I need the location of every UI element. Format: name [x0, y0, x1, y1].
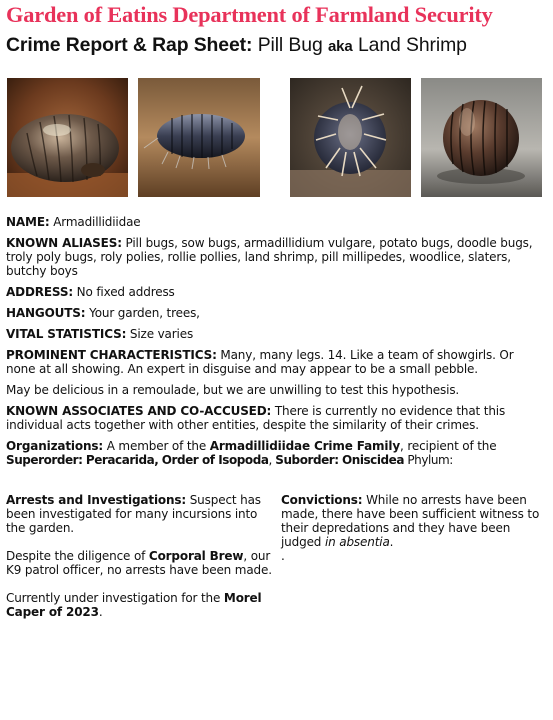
convictions-latin: in absentia: [324, 535, 390, 549]
pill-bug-crawling-photo: [138, 78, 260, 197]
organizations-field: [6, 439, 546, 453]
aliases-label: KNOWN ALIASES:: [6, 236, 122, 250]
rap-sheet-body: [6, 215, 546, 474]
department-title: Garden of Eatins Department of Farmland Security: [6, 2, 493, 27]
order-label: Order of Isopoda: [161, 453, 269, 467]
associates-field: [6, 404, 546, 432]
suborder-value: Oniscidea: [341, 453, 404, 467]
aliases-value: Pill bugs, sow bugs, armadillidium vulgare, potato bugs, doodle bugs, troly poly bugs, roly polies, rollie pollies, land shrimp, pill millipedes, woodlice, slaters, butchy boys: [6, 236, 533, 278]
convictions-column: [281, 493, 549, 563]
organizations-family: Armadillidiidae Crime Family: [209, 439, 401, 453]
diligence-text-2: , our K9 patrol officer, no arrests have been made.: [6, 549, 272, 577]
diligence-paragraph: [6, 549, 274, 577]
characteristics-field: [6, 348, 546, 376]
phylum-text: Phylum:: [407, 453, 453, 467]
address-value: No fixed address: [76, 285, 175, 299]
hangouts-value: Your garden, trees,: [89, 306, 200, 320]
taxonomy-comma: ,: [268, 453, 272, 467]
arrests-column: [6, 493, 274, 619]
remoulade-note: May be delicious in a remoulade, but we are unwilling to test this hypothesis.: [6, 383, 460, 397]
pill-bug-rolled-ball-photo: [421, 78, 542, 197]
organizations-label: Organizations:: [6, 439, 104, 453]
vitals-label: VITAL STATISTICS:: [6, 327, 127, 341]
address-label: ADDRESS:: [6, 285, 73, 299]
photo-strip: [7, 78, 542, 197]
name-field: [6, 215, 546, 229]
arrests-paragraph: [6, 493, 274, 535]
report-title-subject-a: Pill Bug: [257, 34, 323, 56]
report-title-subject-b: Land Shrimp: [357, 34, 467, 56]
vitals-value: Size varies: [129, 327, 194, 341]
hangouts-label: HANGOUTS:: [6, 306, 86, 320]
aliases-field: [6, 236, 546, 278]
arrests-label: Arrests and Investigations:: [6, 493, 187, 507]
report-title-bold: Crime Report & Rap Sheet:: [6, 34, 253, 56]
convictions-period: .: [389, 535, 394, 549]
hangouts-field: [6, 306, 546, 320]
convictions-label: Convictions:: [281, 493, 363, 507]
report-title-aka: aka: [327, 38, 353, 55]
superorder-value: Peracarida,: [85, 453, 159, 467]
pill-bug-closeup-photo: [7, 78, 128, 197]
name-label: NAME:: [6, 215, 50, 229]
investigation-case: Morel Caper of 2023: [6, 591, 262, 619]
address-field: [6, 285, 546, 299]
organizations-text-2: , recipient of the: [400, 439, 497, 453]
organizations-text-1: A member of the: [106, 439, 207, 453]
diligence-text-1: Despite the diligence of: [6, 549, 146, 563]
pill-bug-underside-photo: [290, 78, 411, 197]
convictions-text: While no arrests have been made, there have been sufficient witness to their depredations and they have been judged: [281, 493, 540, 549]
superorder-label: Superorder:: [6, 453, 83, 467]
investigation-paragraph: [6, 591, 274, 619]
characteristics-label: PROMINENT CHARACTERISTICS:: [6, 348, 217, 362]
characteristics-value: Many, many legs. 14. Like a team of showgirls. Or none at all showing. An expert in disguise and may appear to be a small pebble.: [6, 348, 514, 376]
convictions-paragraph: [281, 493, 549, 549]
investigation-text: Currently under investigation for the: [6, 591, 221, 605]
investigation-period: .: [98, 605, 103, 619]
convictions-trailing-dot: .: [281, 549, 285, 563]
arrests-text: Suspect has been investigated for many incursions into the garden.: [6, 493, 261, 535]
name-value: Armadillidiidae: [53, 215, 141, 229]
taxonomy-line: [6, 453, 546, 467]
diligence-name: Corporal Brew: [148, 549, 244, 563]
associates-value: There is currently no evidence that this individual acts together with other entities, despite the similarity of their crimes.: [6, 404, 506, 432]
report-title: [6, 34, 551, 58]
suborder-label: Suborder:: [275, 453, 339, 467]
associates-label: KNOWN ASSOCIATES AND CO-ACCUSED:: [6, 404, 272, 418]
report-header: [6, 0, 551, 58]
vitals-field: [6, 327, 546, 341]
